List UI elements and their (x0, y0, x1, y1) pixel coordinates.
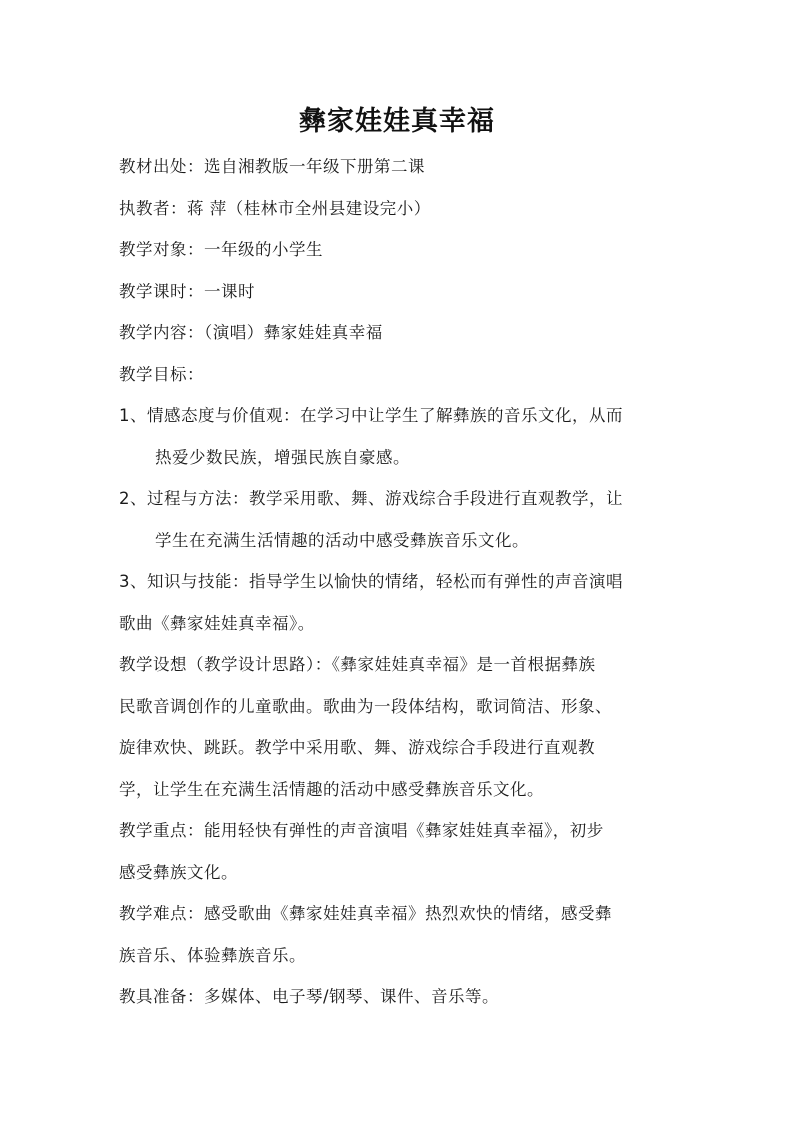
class-hours: 教学课时：一课时 (119, 281, 255, 301)
teaching-aids: 教具准备：多媒体、电子琴/钢琴、课件、音乐等。 (119, 987, 500, 1006)
instructor: 执教者：蒋 萍（桂林市全州县建设完小） (119, 198, 431, 218)
teaching-difficulty-continued: 族音乐、体验彝族音乐。 (119, 945, 306, 965)
goal-2: 2、过程与方法：教学采用歌、舞、游戏综合手段进行直观教学，让 (119, 489, 623, 508)
teaching-goals-heading: 教学目标： (119, 364, 204, 384)
material-source: 教材出处：选自湘教版一年级下册第二课 (119, 157, 425, 176)
document-body (119, 146, 679, 1018)
goal-1-continued: 热爱少数民族，增强民族自豪感。 (155, 447, 410, 467)
teaching-content: 教学内容：（演唱）彝家娃娃真幸福 (119, 323, 383, 342)
teaching-focus-continued: 感受彝族文化。 (119, 862, 238, 882)
teaching-design-line-4: 学，让学生在充满生活情趣的活动中感受彝族音乐文化。 (119, 779, 544, 799)
goal-3-continued: 歌曲《彝家娃娃真幸福》。 (119, 613, 315, 633)
document-title: 彝家娃娃真幸福 (299, 106, 495, 137)
teaching-audience: 教学对象：一年级的小学生 (119, 240, 323, 259)
teaching-difficulty: 教学难点：感受歌曲《彝家娃娃真幸福》热烈欢快的情绪，感受彝 (119, 904, 612, 923)
teaching-focus: 教学重点：能用轻快有弹性的声音演唱《彝家娃娃真幸福》，初步 (119, 821, 604, 840)
goal-3: 3、知识与技能：指导学生以愉快的情绪，轻松而有弹性的声音演唱 (119, 572, 623, 591)
teaching-design-line-2: 民歌音调创作的儿童歌曲。歌曲为一段体结构，歌词简洁、形象、 (119, 696, 612, 716)
goal-1: 1、情感态度与价值观：在学习中让学生了解彝族的音乐文化，从而 (119, 406, 623, 425)
teaching-design: 教学设想（教学设计思路）：《彝家娃娃真幸福》是一首根据彝族 (119, 655, 596, 674)
teaching-design-line-3: 旋律欢快、跳跃。教学中采用歌、舞、游戏综合手段进行直观教 (119, 738, 595, 757)
goal-2-continued: 学生在充满生活情趣的活动中感受彝族音乐文化。 (155, 530, 529, 550)
